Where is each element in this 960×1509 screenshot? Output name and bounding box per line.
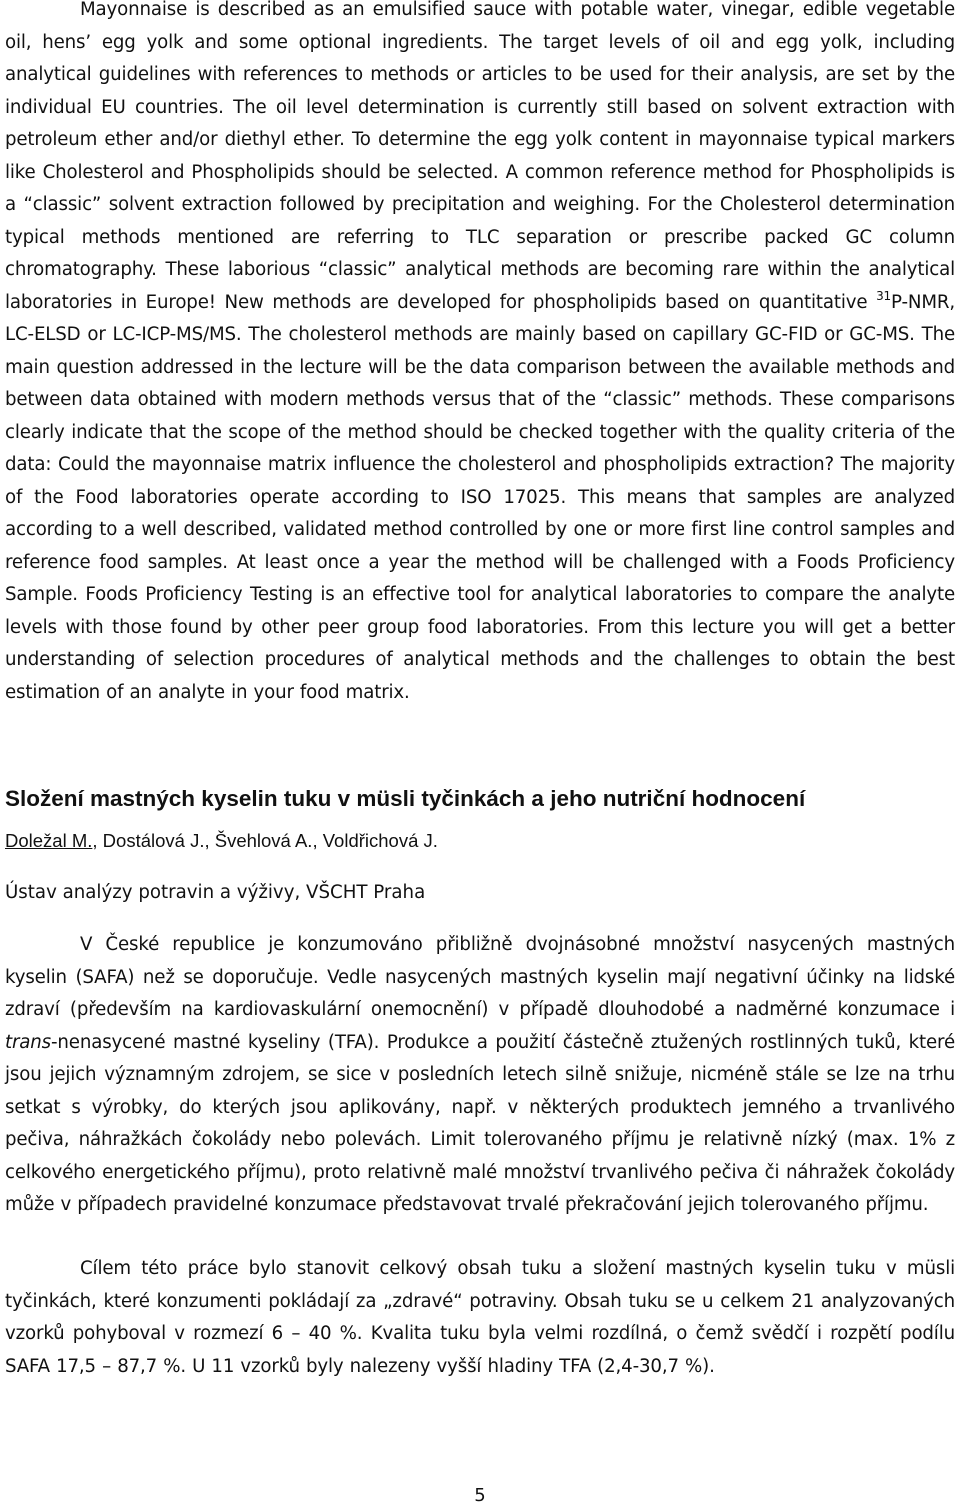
author-list — [5, 826, 438, 856]
superscript-31: 31 — [876, 288, 892, 303]
co-authors: , Dostálová J., Švehlová A., Voldřichová J. — [92, 830, 438, 851]
english-abstract-text-part2: P-NMR, LC-ELSD or LC-ICP-MS/MS. The cholesterol methods are mainly based on capillary GC-FID or GC-MS. The main question addressed in the lecture will be the data comparison between the available methods and between data obtained with modern methods versus that of the “classic” methods. These comparisons clearly indicate that the scope of the method should be checked together with the quality criteria of the data: Could the mayonnaise matrix influence the cholesterol and phospholipids extraction? The majority of the Food laboratories operate according to ISO 17025. This means that samples are analyzed according to a well described, validated method controlled by one or more first line control samples and reference food samples. At least once a year the method will be challenged with a Foods Proficiency Sample. Foods Proficiency Testing is an effective tool for analytical laboratories to compare the analyte levels with those found by other peer group food laboratories. From this lecture you will get a better understanding of selection procedures of analytical methods and the challenges to obtain the best estimation of an analyte in your food matrix. — [5, 291, 955, 703]
czech-paragraph-1 — [5, 929, 955, 1222]
czech-abstract-title: Složení mastných kyselin tuku v müsli tyčinkách a jeho nutriční hodnocení — [5, 786, 806, 811]
czech-p1-text-before: V České republice je konzumováno přibližně dvojnásobné množství nasycených mastných kyselin (SAFA) než se doporučuje. Vedle nasycených mastných kyselin mají negativní účinky na lidské zdraví (především na kardiovaskulární onemocnění) v případě dlouhodobé a nadměrné konzumace i — [5, 934, 955, 1020]
affiliation: Ústav analýzy potravin a výživy, VŠCHT Praha — [5, 882, 426, 903]
czech-p1-italic-trans: trans — [5, 1031, 52, 1053]
page-number: 5 — [474, 1485, 486, 1506]
czech-p1-text-after: -nenasycené mastné kyseliny (TFA). Produkce a použití částečně ztužených rostlinných tuků, které jsou jejich významným zdrojem, se sice v posledních letech silně snižuje, nicméně stále se lze na trhu setkat s výrobky, do kterých jsou aplikovány, např. v některých produktech jemného a trvanlivého pečiva, náhražkách čokolády nebo polevách. Limit tolerovaného příjmu je relativně nízký (max. 1% z celkového energetického příjmu), proto relativně malé množství trvanlivého pečiva či náhražek čokolády může v případech pravidelné konzumace představovat trvalé překračování jejich tolerovaného příjmu. — [5, 1031, 955, 1215]
english-abstract-paragraph — [5, 0, 955, 709]
czech-paragraph-2: Cílem této práce bylo stanovit celkový obsah tuku a složení mastných kyselin tuku v müsli tyčinkách, které konzumenti pokládají za „zdravé“ potraviny. Obsah tuku se u celkem 21 analyzovaných vzorků pohyboval v rozmezí 6 – 40 %. Kvalita tuku byla velmi rozdílná, o čemž svědčí i rozpětí podílu SAFA 17,5 – 87,7 %. U 11 vzorků byly nalezeny vyšší hladiny TFA (2,4-30,7 %). — [5, 1258, 955, 1377]
english-abstract-text-part1: Mayonnaise is described as an emulsified sauce with potable water, vinegar, edible vegetable oil, hens’ egg yolk and some optional ingredients. The target levels of oil and egg yolk, including analytical guidelines with references to methods or articles to be used for their analysis, are set by the individual EU countries. The oil level determination is currently still based on solvent extraction with petroleum ether and/or diethyl ether. To determine the egg yolk content in mayonnaise typical markers like Cholesterol and Phospholipids should be selected. A common reference method for Phospholipids is a “classic” solvent extraction followed by precipitation and weighing. For the Cholesterol determination typical methods mentioned are referring to TLC separation or prescribe packed GC column chromatography. These laborious “classic” analytical methods are becoming rare within the analytical laboratories in Europe! New methods are developed for phospholipids based on quantitative — [5, 0, 955, 313]
presenting-author: Doležal M. — [5, 830, 93, 851]
